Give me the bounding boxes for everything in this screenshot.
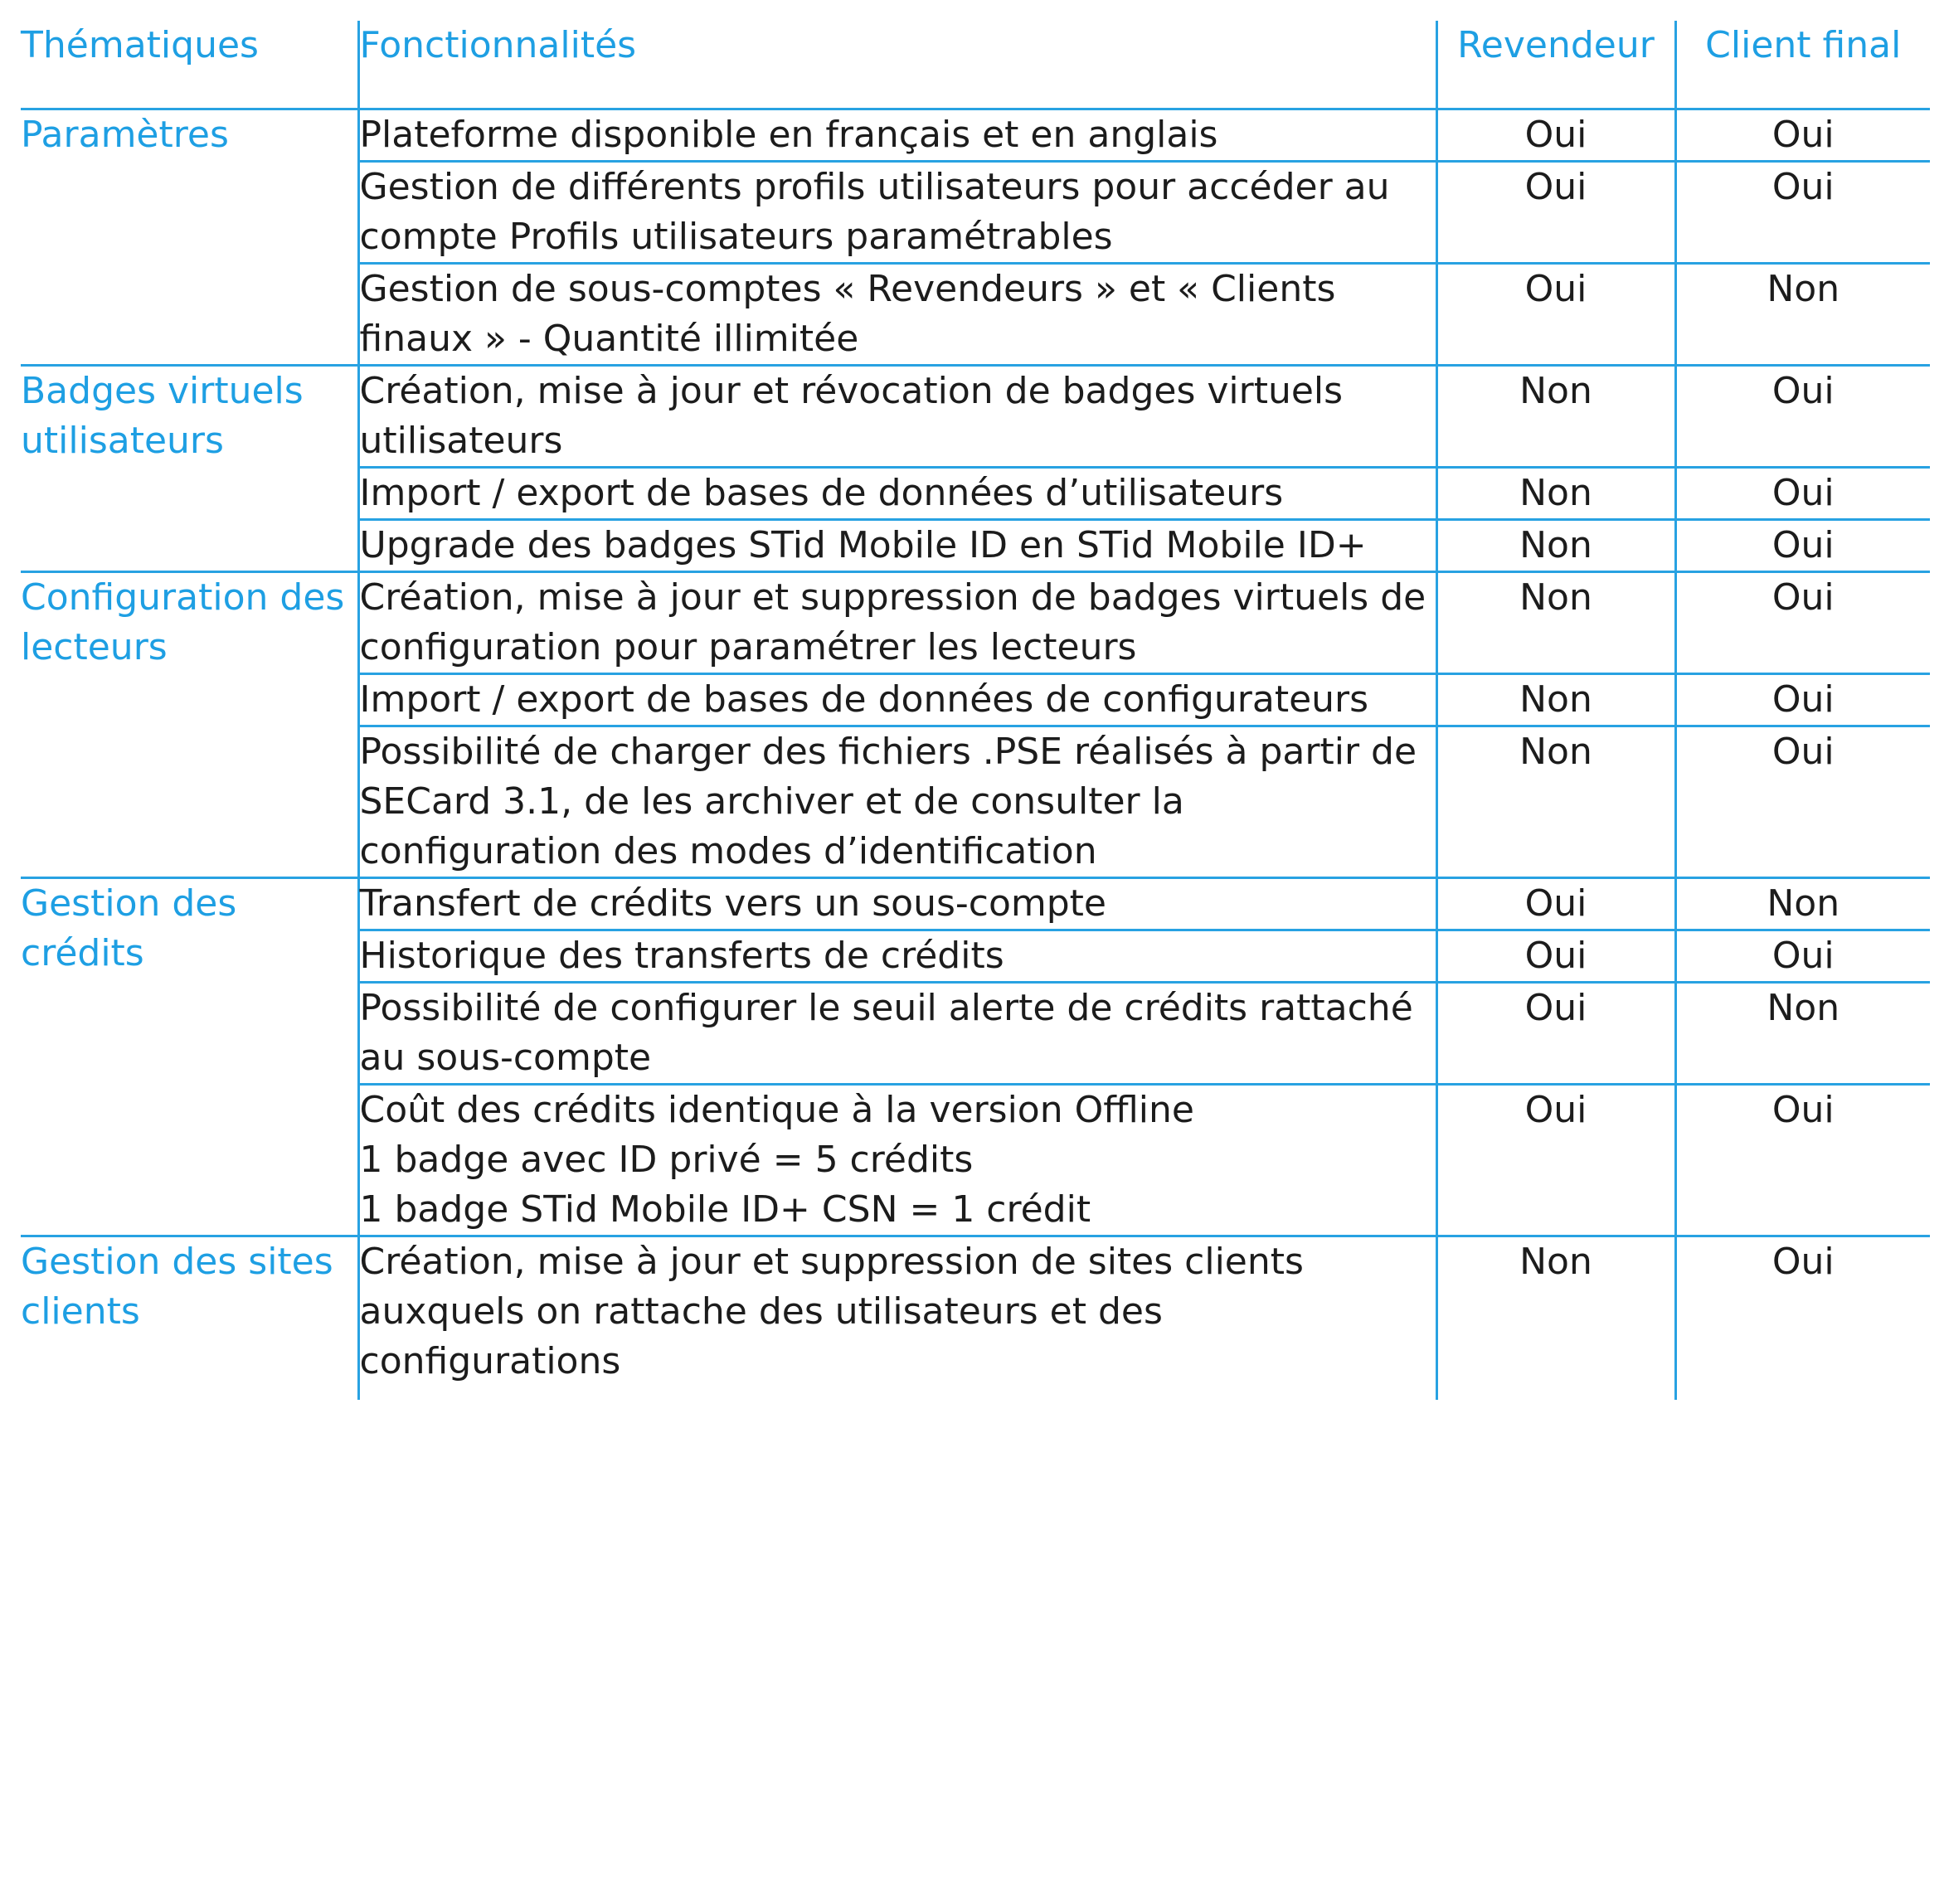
theme-cell: Gestion des crédits bbox=[21, 877, 358, 1236]
client-final-cell: Oui bbox=[1675, 161, 1930, 263]
client-final-cell: Oui bbox=[1675, 1236, 1930, 1400]
theme-cell: Gestion des sites clients bbox=[21, 1236, 358, 1400]
revendeur-cell: Non bbox=[1436, 571, 1675, 673]
table-row bbox=[21, 877, 1930, 930]
table-row bbox=[21, 365, 1930, 467]
feature-cell: Upgrade des badges STid Mobile ID en STid Mobile ID+ bbox=[358, 519, 1436, 571]
feature-cell: Import / export de bases de données d’utilisateurs bbox=[358, 467, 1436, 519]
table-row bbox=[21, 1236, 1930, 1400]
client-final-cell: Non bbox=[1675, 982, 1930, 1084]
feature-line: Coût des crédits identique à la version Offline bbox=[359, 1088, 1194, 1131]
client-final-cell: Oui bbox=[1675, 519, 1930, 571]
client-final-cell: Non bbox=[1675, 263, 1930, 365]
client-final-cell: Oui bbox=[1675, 467, 1930, 519]
feature-cell: Possibilité de charger des fichiers .PSE réalisés à partir de SECard 3.1, de les archiver et de consulter la configuration des modes d’identification bbox=[358, 726, 1436, 877]
revendeur-cell: Non bbox=[1436, 1236, 1675, 1400]
client-final-cell: Oui bbox=[1675, 726, 1930, 877]
feature-cell: Possibilité de configurer le seuil alerte de crédits rattaché au sous-compte bbox=[358, 982, 1436, 1084]
header-thematiques: Thématiques bbox=[21, 21, 358, 109]
revendeur-cell: Non bbox=[1436, 673, 1675, 726]
client-final-cell: Oui bbox=[1675, 673, 1930, 726]
feature-cell: Création, mise à jour et suppression de badges virtuels de configuration pour paramétrer les lecteurs bbox=[358, 571, 1436, 673]
table-row bbox=[21, 571, 1930, 673]
feature-cell bbox=[358, 1084, 1436, 1236]
feature-cell: Création, mise à jour et suppression de sites clients auxquels on rattache des utilisateurs et des configurations bbox=[358, 1236, 1436, 1400]
client-final-cell: Oui bbox=[1675, 365, 1930, 467]
feature-cell: Plateforme disponible en français et en anglais bbox=[358, 109, 1436, 161]
theme-cell: Paramètres bbox=[21, 109, 358, 365]
revendeur-cell: Oui bbox=[1436, 161, 1675, 263]
feature-cell: Historique des transferts de crédits bbox=[358, 930, 1436, 982]
table-row bbox=[21, 109, 1930, 161]
feature-line: 1 badge STid Mobile ID+ CSN = 1 crédit bbox=[359, 1188, 1091, 1231]
client-final-cell: Oui bbox=[1675, 930, 1930, 982]
theme-cell: Configuration des lecteurs bbox=[21, 571, 358, 877]
revendeur-cell: Oui bbox=[1436, 109, 1675, 161]
revendeur-cell: Oui bbox=[1436, 877, 1675, 930]
revendeur-cell: Non bbox=[1436, 467, 1675, 519]
client-final-cell: Oui bbox=[1675, 109, 1930, 161]
header-client-final: Client final bbox=[1675, 21, 1930, 109]
revendeur-cell: Oui bbox=[1436, 982, 1675, 1084]
feature-cell: Transfert de crédits vers un sous-compte bbox=[358, 877, 1436, 930]
header-revendeur: Revendeur bbox=[1436, 21, 1675, 109]
client-final-cell: Oui bbox=[1675, 571, 1930, 673]
feature-cell: Création, mise à jour et révocation de badges virtuels utilisateurs bbox=[358, 365, 1436, 467]
revendeur-cell: Oui bbox=[1436, 263, 1675, 365]
feature-comparison-table bbox=[21, 21, 1930, 1400]
revendeur-cell: Non bbox=[1436, 726, 1675, 877]
client-final-cell: Non bbox=[1675, 877, 1930, 930]
revendeur-cell: Non bbox=[1436, 365, 1675, 467]
revendeur-cell: Non bbox=[1436, 519, 1675, 571]
header-fonctionnalites: Fonctionnalités bbox=[358, 21, 1436, 109]
revendeur-cell: Oui bbox=[1436, 1084, 1675, 1236]
feature-line: 1 badge avec ID privé = 5 crédits bbox=[359, 1138, 974, 1181]
revendeur-cell: Oui bbox=[1436, 930, 1675, 982]
feature-cell: Gestion de sous-comptes « Revendeurs » et « Clients finaux » - Quantité illimitée bbox=[358, 263, 1436, 365]
theme-cell: Badges virtuels utilisateurs bbox=[21, 365, 358, 571]
feature-table-container bbox=[21, 21, 1930, 1400]
feature-cell: Gestion de différents profils utilisateurs pour accéder au compte Profils utilisateurs paramétrables bbox=[358, 161, 1436, 263]
feature-cell: Import / export de bases de données de configurateurs bbox=[358, 673, 1436, 726]
table-header-row bbox=[21, 21, 1930, 109]
client-final-cell: Oui bbox=[1675, 1084, 1930, 1236]
